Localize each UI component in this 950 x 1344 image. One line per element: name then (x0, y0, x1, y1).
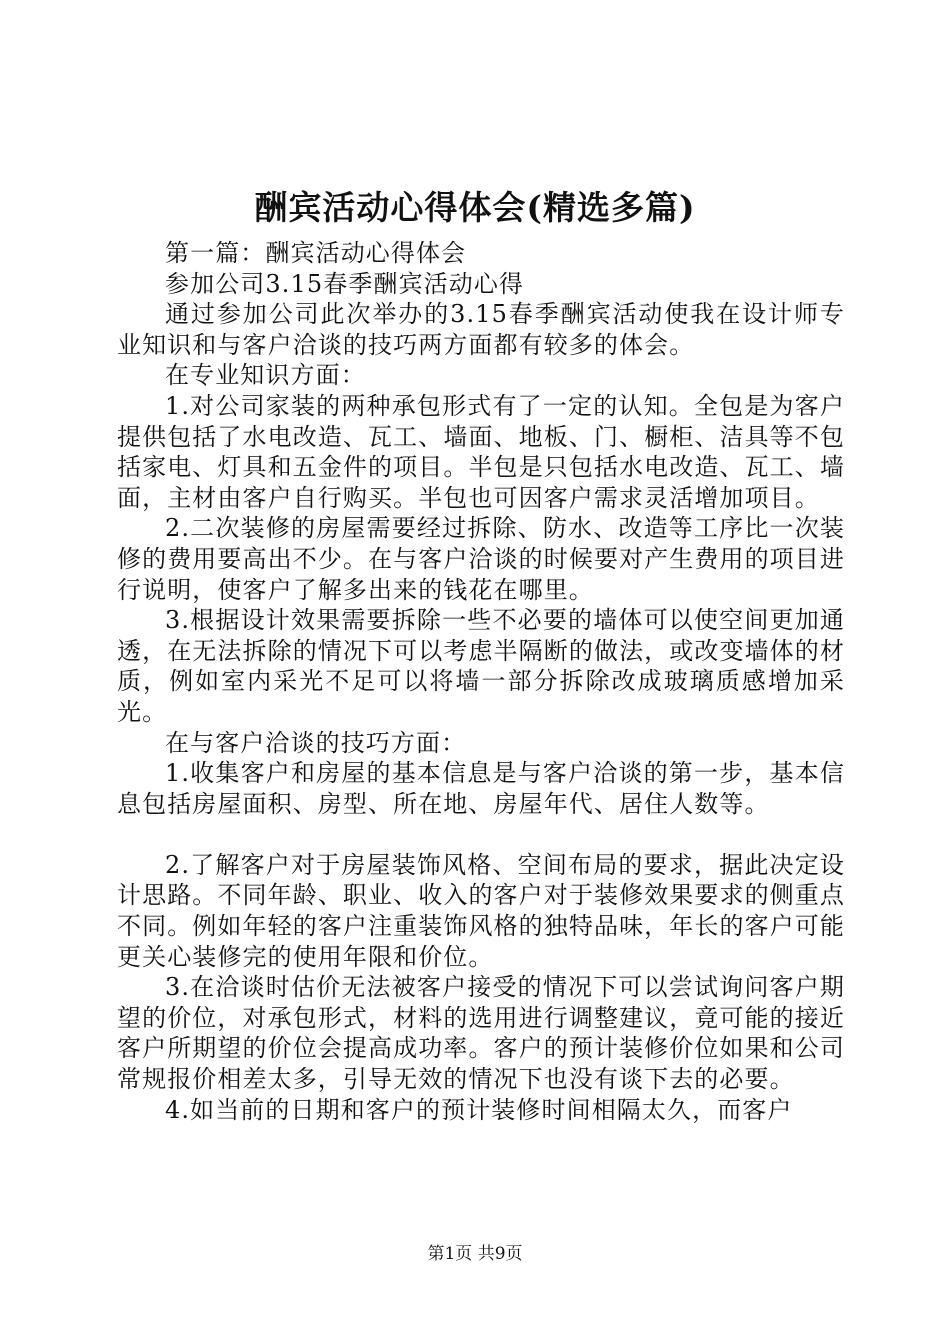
paragraph-professional-1: 1.对公司家装的两种承包形式有了一定的认知。全包是为客户提供包括了水电改造、瓦工、墙面、地板、门、橱柜、洁具等不包括家电、灯具和五金件的项目。半包是只包括水电改造、瓦工、墙面，主材由客户自行购买。半包也可因客户需求灵活增加项目。 (117, 391, 845, 512)
paragraph-skills-4: 4.如当前的日期和客户的预计装修时间相隔太久，而客户 (165, 1095, 793, 1124)
paragraph-section-heading: 第一篇：酬宾活动心得体会 (165, 239, 467, 267)
paragraph-blank-line (117, 819, 845, 850)
paragraph-skills-2: 2.了解客户对于房屋装饰风格、空间布局的要求，据此决定设计思路。不同年龄、职业、收入的客户对于装修效果要求的侧重点不同。例如年轻的客户注重装饰风格的独特品味，年长的客户可能更关心装修完的使用年限和价位。 (117, 850, 845, 971)
paragraph-intro: 通过参加公司此次举办的3.15春季酬宾活动使我在设计师专业知识和与客户洽谈的技巧两方面都有较多的体会。 (117, 300, 845, 359)
paragraph-skills-1: 1.收集客户和房屋的基本信息是与客户洽谈的第一步，基本信息包括房屋面积、房型、所在地、房屋年代、居住人数等。 (117, 759, 845, 818)
page-footer: 第1页 共9页 (427, 1244, 523, 1264)
document-title: 酬宾活动心得体会(精选多篇) (254, 188, 696, 227)
paragraph-subtitle: 参加公司3.15春季酬宾活动心得 (165, 269, 525, 298)
paragraph-professional-2: 2.二次装修的房屋需要经过拆除、防水、改造等工序比一次装修的费用要高出不少。在与客户洽谈的时候要对产生费用的项目进行说明，使客户了解多出来的钱花在哪里。 (117, 514, 845, 604)
document-body (117, 238, 845, 1125)
paragraph-skills-heading: 在与客户洽谈的技巧方面： (165, 728, 467, 757)
paragraph-professional-3: 3.根据设计效果需要拆除一些不必要的墙体可以使空间更加通透，在无法拆除的情况下可以考虑半隔断的做法，或改变墙体的材质，例如室内采光不足可以将墙一部分拆除改成玻璃质感增加采光。 (117, 606, 845, 726)
paragraph-professional-heading: 在专业知识方面： (165, 361, 366, 390)
paragraph-skills-3: 3.在洽谈时估价无法被客户接受的情况下可以尝试询问客户期望的价位，对承包形式，材料的选用进行调整建议，竟可能的接近客户所期望的价位会提高成功率。客户的预计装修价位如果和公司常规报价相差太多，引导无效的情况下也没有谈下去的必要。 (117, 973, 845, 1094)
